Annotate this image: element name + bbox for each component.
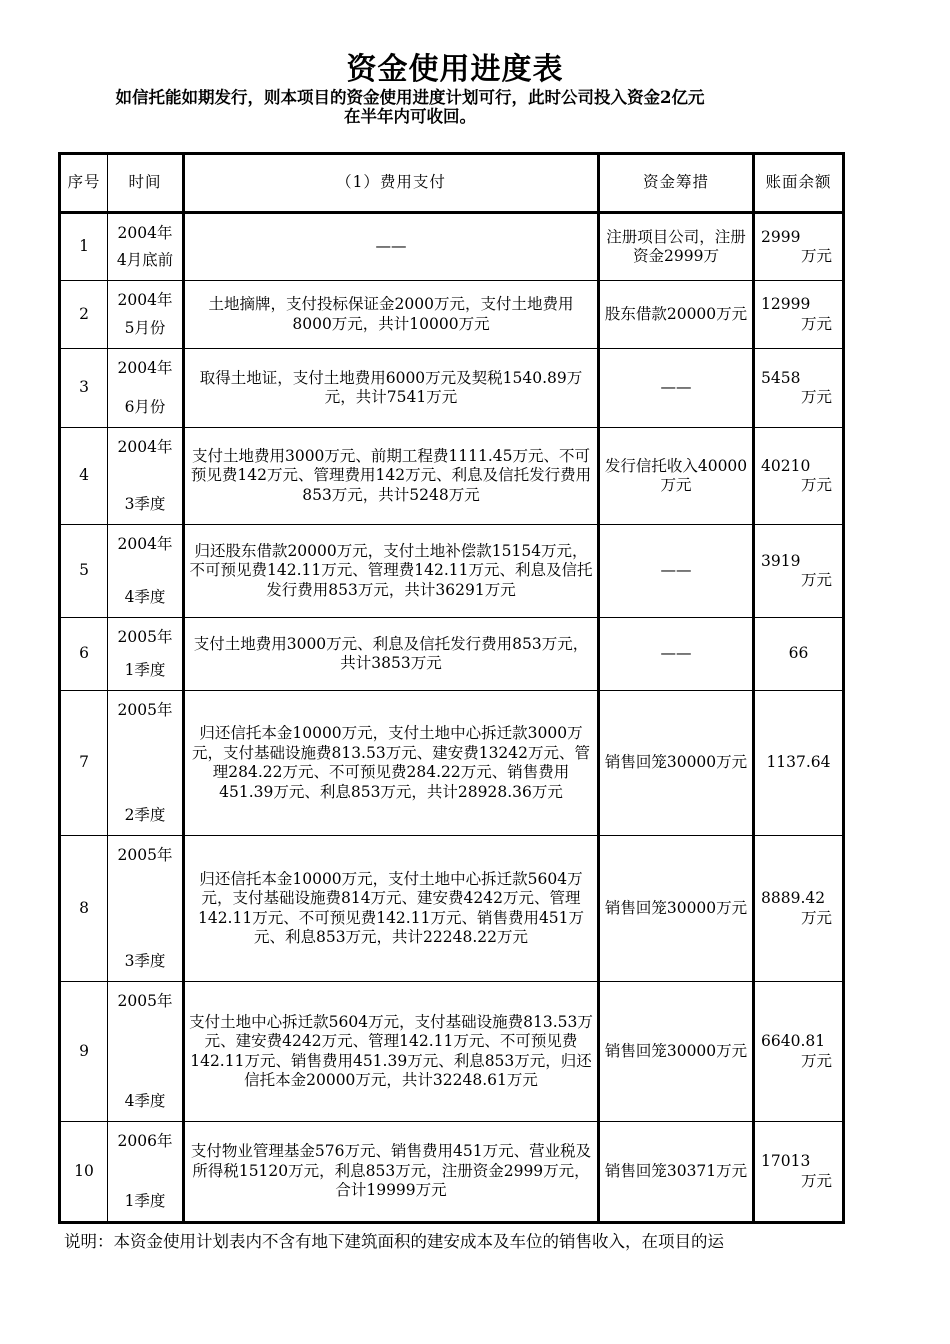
row-balance-amount: 40210 [761,456,811,475]
table-row [60,213,844,281]
row-no: 9 [60,982,108,1122]
table-row [60,982,844,1122]
row-time [108,836,184,982]
row-time-period: 1季度 [124,660,166,679]
row-payment: 归还信托本金10000万元，支付土地中心拆迁款3000万元，支付基础设施费813.53万元、建安费13242万元、管理284.22万元、不可预见费284.22万元、销售费用451.39万元、利息853万元，共计28928.36万元 [184,691,599,836]
row-balance-unit: 万元 [800,314,832,333]
row-balance [754,982,844,1122]
row-balance [754,1122,844,1223]
row-funding: 销售回笼30000万元 [599,982,754,1122]
row-balance [754,213,844,281]
row-balance-unit: 万元 [800,571,832,589]
row-time [108,349,184,428]
row-funding: 发行信托收入40000万元 [599,428,754,525]
row-time [108,618,184,691]
row-funding: 销售回笼30371万元 [599,1122,754,1223]
row-balance-amount: 17013 [761,1152,811,1170]
row-time-year: 2005年 [117,701,173,719]
row-time-year: 2004年 [117,535,173,553]
header-funding: 资金筹措 [599,154,754,213]
row-time-period: 4季度 [124,1091,166,1110]
row-no: 7 [60,691,108,836]
row-funding: —— [599,349,754,428]
row-balance [754,349,844,428]
subtitle [40,88,780,126]
header-time: 时间 [108,154,184,213]
table-row [60,349,844,428]
row-time-period: 2季度 [124,805,166,824]
row-time-period: 3季度 [124,494,166,513]
row-payment: 支付物业管理基金576万元、销售费用451万元、营业税及所得税15120万元，利息853万元，注册资金2999万元，合计19999万元 [184,1122,599,1223]
row-payment: 归还股东借款20000万元，支付土地补偿款15154万元，不可预见费142.11万元、管理费142.11万元、利息及信托发行费用853万元，共计36291万元 [184,525,599,618]
row-no: 8 [60,836,108,982]
row-time-year: 2004年 [117,291,173,309]
row-time [108,213,184,281]
row-payment: 支付土地费用3000万元、前期工程费1111.45万元、不可预见费142万元、管理费用142万元、利息及信托发行费用853万元，共计5248万元 [184,428,599,525]
table-row [60,428,844,525]
row-balance-amount: 3919 [761,551,801,570]
row-time-year: 2005年 [117,992,173,1010]
footnote: 说明：本资金使用计划表内不含有地下建筑面积的建安成本及车位的销售收入，在项目的运 [64,1232,724,1251]
row-balance-amount: 5458 [761,368,801,387]
row-no: 3 [60,349,108,428]
subtitle-line-2: 在半年内可收回。 [344,107,476,126]
header-no: 序号 [60,154,108,213]
row-balance [754,691,844,836]
row-balance [754,836,844,982]
row-no: 1 [60,213,108,281]
row-payment: 支付土地中心拆迁款5604万元，支付基础设施费813.53万元、建安费4242万元、管理142.11万元、不可预见费142.11万元、销售费用451.39万元、利息853万元，归还信托本金20000万元，共计32248.61万元 [184,982,599,1122]
row-time-year: 2006年 [117,1131,173,1150]
table-row [60,281,844,349]
row-balance [754,525,844,618]
subtitle-line-1: 如信托能如期发行，则本项目的资金使用进度计划可行，此时公司投入资金2亿元 [115,88,705,107]
row-no: 10 [60,1122,108,1223]
row-time-period: 4月底前 [116,251,174,269]
row-time-period: 1季度 [124,1192,166,1210]
row-time [108,982,184,1122]
row-balance-unit: 万元 [800,388,832,406]
row-balance [754,281,844,349]
row-payment: 土地摘牌，支付投标保证金2000万元，支付土地费用8000万元，共计10000万元 [184,281,599,349]
row-funding: 销售回笼30000万元 [599,836,754,982]
row-time-year: 2004年 [117,223,173,242]
row-balance-unit: 万元 [800,476,832,494]
row-funding: 注册项目公司，注册资金2999万 [599,213,754,281]
row-time-year: 2004年 [117,359,173,377]
fund-schedule-table [58,152,845,1224]
row-payment: —— [184,213,599,281]
table-row [60,1122,844,1223]
row-time [108,428,184,525]
row-time [108,281,184,349]
table-row [60,618,844,691]
page-title: 资金使用进度表 [346,52,564,87]
row-balance-amount: 8889.42 [761,889,826,907]
row-payment: 支付土地费用3000万元、利息及信托发行费用853万元，共计3853万元 [184,618,599,691]
row-funding: 股东借款20000万元 [599,281,754,349]
row-no: 5 [60,525,108,618]
row-balance-unit: 万元 [800,1051,832,1070]
row-time [108,691,184,836]
row-time [108,525,184,618]
row-balance-unit: 万元 [800,908,832,927]
row-time-year: 2005年 [117,846,173,864]
row-funding: 销售回笼30000万元 [599,691,754,836]
row-funding: —— [599,618,754,691]
row-time-period: 6月份 [124,397,166,416]
row-no: 4 [60,428,108,525]
row-time-year: 2005年 [117,628,173,646]
row-balance-amount: 2999 [761,227,801,246]
row-time-year: 2004年 [117,438,173,456]
row-time [108,1122,184,1223]
table-header-row [60,154,844,213]
row-balance-amount: 1137.64 [766,753,831,772]
row-balance-amount: 6640.81 [761,1032,826,1050]
row-time-period: 5月份 [124,318,166,337]
row-balance-amount: 12999 [761,295,811,313]
row-balance-amount: 66 [788,644,809,663]
table-row [60,836,844,982]
header-payment: （1）费用支付 [184,154,599,213]
row-balance-unit: 万元 [800,1171,832,1190]
row-balance-unit: 万元 [800,247,832,265]
header-balance: 账面余额 [754,154,844,213]
row-funding: —— [599,525,754,618]
row-payment: 取得土地证，支付土地费用6000万元及契税1540.89万元，共计7541万元 [184,349,599,428]
row-time-period: 3季度 [124,951,166,970]
table-row [60,691,844,836]
table-row [60,525,844,618]
row-payment: 归还信托本金10000万元，支付土地中心拆迁款5604万元，支付基础设施费814万元、建安费4242万元、管理142.11万元、不可预见费142.11万元、销售费用451万元、利息853万元，共计22248.22万元 [184,836,599,982]
row-time-period: 4季度 [124,587,166,606]
row-balance [754,428,844,525]
row-no: 6 [60,618,108,691]
row-balance [754,618,844,691]
row-no: 2 [60,281,108,349]
